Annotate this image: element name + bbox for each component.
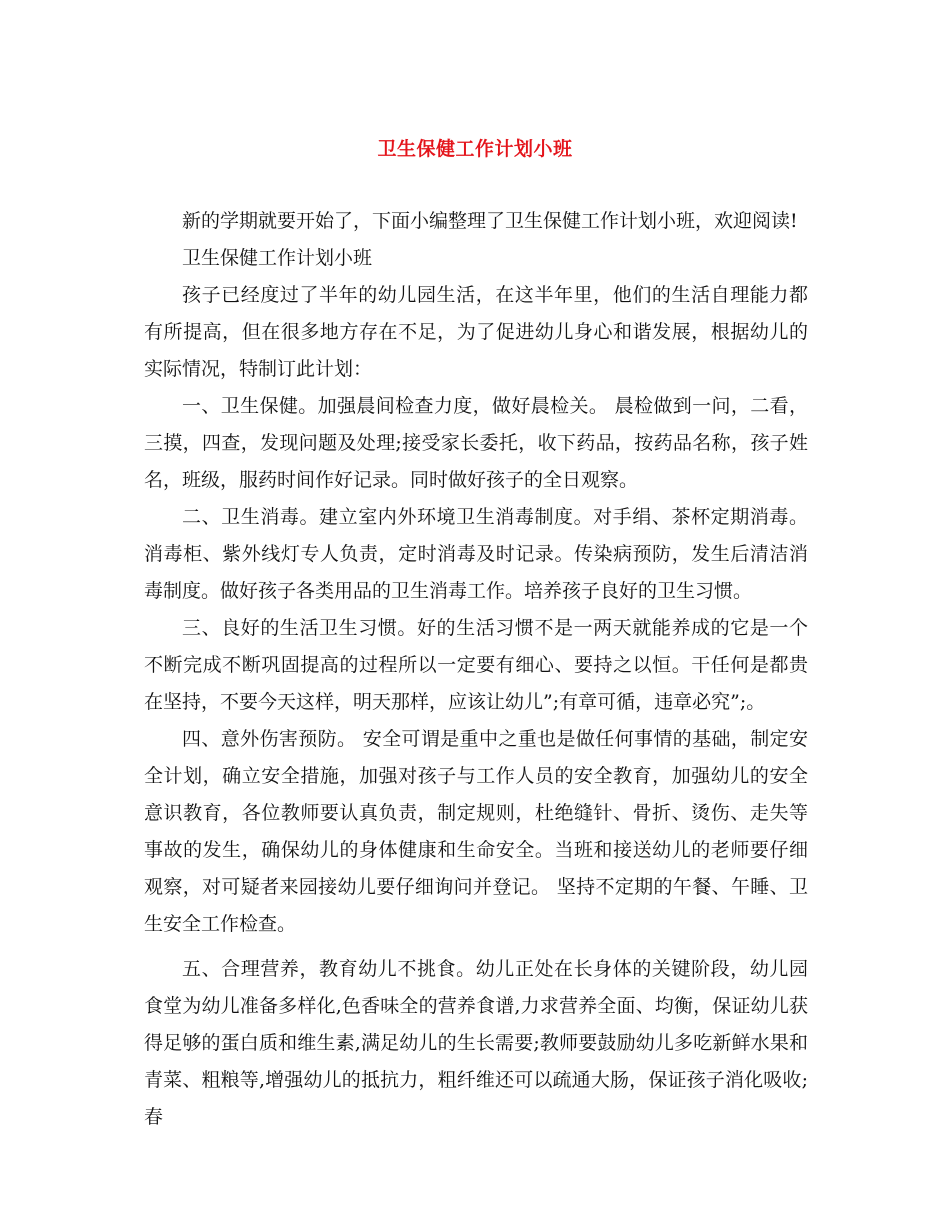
document-title: 卫生保健工作计划小班 <box>377 138 573 160</box>
intro-paragraph: 新的学期就要开始了，下面小编整理了卫生保健工作计划小班，欢迎阅读! <box>182 210 798 232</box>
section-living-habits: 三、良好的生活卫生习惯。好的生活习惯不是一两天就能养成的它是一个不断完成不断巩固提高的过程所以一定要有细心、要持之以恒。干任何是都贵在坚持，不要今天这样，明天那样，应该让幼儿”;有章可循，违章必究”;。 <box>144 617 808 713</box>
section-disinfection: 二、卫生消毒。建立室内外环境卫生消毒制度。对手绢、茶杯定期消毒。消毒柜、紫外线灯专人负责，定时消毒及时记录。传染病预防，发生后清洁消毒制度。做好孩子各类用品的卫生消毒工作。培养孩子良好的卫生习惯。 <box>144 506 808 602</box>
section-nutrition: 五、合理营养，教育幼儿不挑食。幼儿正处在长身体的关键阶段，幼儿园食堂为幼儿准备多样化,色香味全的营养食谱,力求营养全面、均衡，保证幼儿获得足够的蛋白质和维生素,满足幼儿的生长需要;教师要鼓励幼儿多吃新鲜水果和青菜、粗粮等,增强幼儿的抵抗力，粗纤维还可以疏通大肠，保证孩子消化吸收;春 <box>144 958 808 1128</box>
document-body <box>144 203 808 1136</box>
section-injury-prevention: 四、意外伤害预防。 安全可谓是重中之重也是做任何事情的基础，制定安全计划，确立安全措施，加强对孩子与工作人员的安全教育，加强幼儿的安全意识教育，各位教师要认真负责，制定规则，杜绝缝针、骨折、烫伤、走失等事故的发生，确保幼儿的身体健康和生命安全。当班和接送幼儿的老师要仔细观察，对可疑者来园接幼儿要仔细询问并登记。 坚持不定期的午餐、午睡、卫生安全工作检查。 <box>144 728 808 935</box>
section-hygiene-care: 一、卫生保健。加强晨间检查力度，做好晨检关。 晨检做到一问，二看，三摸，四查，发现问题及处理;接受家长委托，收下药品，按药品名称，孩子姓名，班级，服药时间作好记录。同时做好孩子的全日观察。 <box>144 395 808 491</box>
subtitle-paragraph: 卫生保健工作计划小班 <box>182 247 373 269</box>
preface-paragraph: 孩子已经度过了半年的幼儿园生活，在这半年里，他们的生活自理能力都有所提高，但在很多地方存在不足，为了促进幼儿身心和谐发展，根据幼儿的实际情况，特制订此计划： <box>144 284 808 380</box>
